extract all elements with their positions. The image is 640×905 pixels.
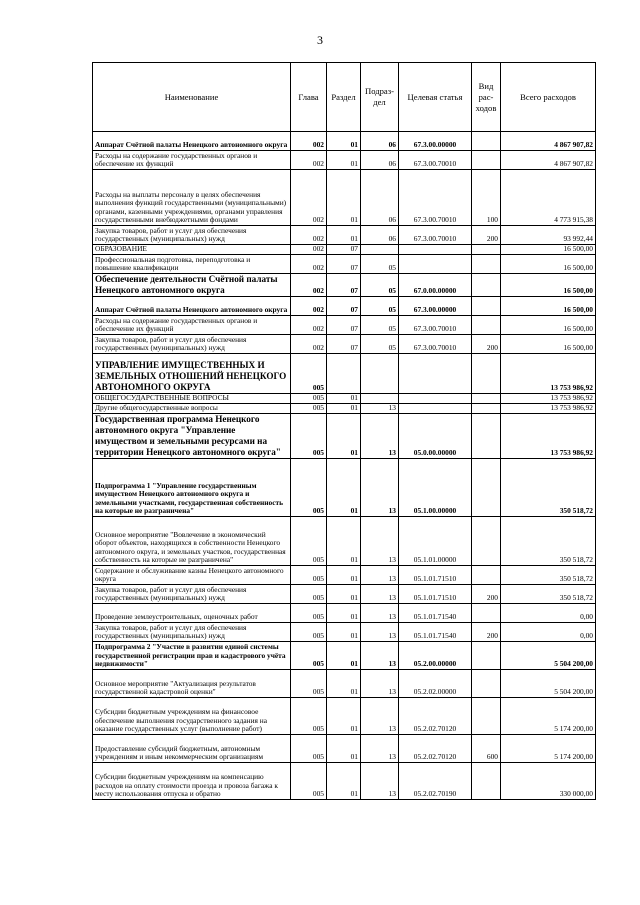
- cell-total: 5 174 200,00: [501, 698, 596, 735]
- cell-target: 05.1.01.71510: [399, 566, 472, 585]
- table-row: [93, 566, 596, 585]
- cell-total: 4 773 915,38: [501, 170, 596, 226]
- cell-total: 13 753 986,92: [501, 404, 596, 414]
- cell-chapter: 005: [291, 414, 327, 459]
- cell-subsection: 13: [361, 566, 399, 585]
- cell-subsection: 06: [361, 226, 399, 245]
- cell-chapter: 002: [291, 255, 327, 274]
- cell-chapter: 002: [291, 132, 327, 151]
- cell-subsection: 13: [361, 517, 399, 566]
- cell-chapter: 005: [291, 517, 327, 566]
- cell-total: 4 867 907,82: [501, 132, 596, 151]
- cell-section: 01: [327, 735, 361, 763]
- cell-section: 01: [327, 414, 361, 459]
- cell-chapter: 002: [291, 151, 327, 170]
- cell-target: 05.2.02.70190: [399, 763, 472, 800]
- cell-name: Основное мероприятие "Актуализация результатов государственной кадастровой оценки": [93, 670, 291, 698]
- cell-section: 01: [327, 623, 361, 642]
- cell-target: [399, 394, 472, 404]
- cell-total: 16 500,00: [501, 316, 596, 335]
- cell-chapter: 005: [291, 623, 327, 642]
- cell-type: 600: [472, 735, 501, 763]
- cell-total: 5 504 200,00: [501, 670, 596, 698]
- table-row: [93, 132, 596, 151]
- table-row: [93, 316, 596, 335]
- cell-name: Профессиональная подготовка, переподготовка и повышение квалификации: [93, 255, 291, 274]
- cell-chapter: 005: [291, 585, 327, 604]
- cell-subsection: 13: [361, 604, 399, 623]
- cell-name: Аппарат Счётной палаты Ненецкого автономного округа: [93, 132, 291, 151]
- cell-section: 01: [327, 763, 361, 800]
- cell-target: 67.3.00.70010: [399, 226, 472, 245]
- cell-total: 16 500,00: [501, 297, 596, 316]
- cell-name: Закупка товаров, работ и услуг для обеспечения государственных (муниципальных) нужд: [93, 585, 291, 604]
- cell-target: 05.2.02.00000: [399, 670, 472, 698]
- table-row: [93, 735, 596, 763]
- cell-target: 05.1.01.71540: [399, 623, 472, 642]
- cell-section: 01: [327, 404, 361, 414]
- cell-type: [472, 642, 501, 670]
- table-row: [93, 404, 596, 414]
- cell-subsection: 13: [361, 459, 399, 517]
- cell-subsection: 13: [361, 642, 399, 670]
- cell-total: 5 174 200,00: [501, 735, 596, 763]
- table-body: [93, 132, 596, 800]
- cell-chapter: 002: [291, 316, 327, 335]
- cell-total: 350 518,72: [501, 585, 596, 604]
- cell-subsection: 05: [361, 316, 399, 335]
- cell-section: 01: [327, 642, 361, 670]
- cell-name: Основное мероприятие "Вовлечение в экономический оборот объектов, находящихся в собственности Ненецкого автономного округа, и земельных участков, государственная собственность на которые не разграничена": [93, 517, 291, 566]
- cell-subsection: [361, 245, 399, 255]
- cell-subsection: 13: [361, 698, 399, 735]
- cell-section: 01: [327, 132, 361, 151]
- cell-type: [472, 297, 501, 316]
- cell-chapter: 005: [291, 459, 327, 517]
- table-row: [93, 698, 596, 735]
- cell-chapter: 002: [291, 245, 327, 255]
- cell-chapter: 002: [291, 274, 327, 297]
- cell-section: 07: [327, 316, 361, 335]
- cell-section: 07: [327, 297, 361, 316]
- table-row: [93, 670, 596, 698]
- cell-name: ОБЩЕГОСУДАРСТВЕННЫЕ ВОПРОСЫ: [93, 394, 291, 404]
- cell-section: 07: [327, 335, 361, 354]
- cell-type: [472, 394, 501, 404]
- table-row: [93, 151, 596, 170]
- table-row: [93, 170, 596, 226]
- cell-target: 67.3.00.00000: [399, 297, 472, 316]
- cell-subsection: 06: [361, 132, 399, 151]
- table-header-row: [93, 63, 596, 132]
- header-type: Вид рас-ходов: [472, 63, 501, 132]
- cell-total: 4 867 907,82: [501, 151, 596, 170]
- cell-section: 01: [327, 517, 361, 566]
- cell-subsection: 13: [361, 404, 399, 414]
- cell-name: Расходы на содержание государственных органов и обеспечение их функций: [93, 316, 291, 335]
- cell-chapter: 005: [291, 642, 327, 670]
- cell-name: Субсидии бюджетным учреждениям на финансовое обеспечение выполнения государственного задания на оказание государственных услуг (выполнение работ): [93, 698, 291, 735]
- cell-type: [472, 245, 501, 255]
- cell-subsection: 13: [361, 735, 399, 763]
- table-row: [93, 623, 596, 642]
- cell-type: [472, 404, 501, 414]
- cell-subsection: 13: [361, 585, 399, 604]
- cell-chapter: 002: [291, 170, 327, 226]
- cell-chapter: 005: [291, 566, 327, 585]
- cell-subsection: [361, 354, 399, 394]
- cell-section: 07: [327, 274, 361, 297]
- cell-chapter: 002: [291, 297, 327, 316]
- cell-name: Субсидии бюджетным учреждениям на компенсацию расходов на оплату стоимости проезда и провоза багажа к месту использования отпуска и обратно: [93, 763, 291, 800]
- cell-name: УПРАВЛЕНИЕ ИМУЩЕСТВЕННЫХ И ЗЕМЕЛЬНЫХ ОТНОШЕНИЙ НЕНЕЦКОГО АВТОНОМНОГО ОКРУГА: [93, 354, 291, 394]
- table-row: [93, 763, 596, 800]
- cell-subsection: 06: [361, 151, 399, 170]
- cell-type: [472, 274, 501, 297]
- cell-total: 0,00: [501, 604, 596, 623]
- cell-chapter: 005: [291, 354, 327, 394]
- cell-chapter: 005: [291, 698, 327, 735]
- table-row: [93, 394, 596, 404]
- cell-name: Предоставление субсидий бюджетным, автономным учреждениям и иным некоммерческим организациям: [93, 735, 291, 763]
- cell-subsection: 13: [361, 414, 399, 459]
- cell-target: [399, 245, 472, 255]
- cell-subsection: 05: [361, 255, 399, 274]
- cell-total: 0,00: [501, 623, 596, 642]
- cell-subsection: 13: [361, 670, 399, 698]
- budget-table: [92, 62, 596, 800]
- cell-total: 16 500,00: [501, 245, 596, 255]
- cell-target: 67.3.00.70010: [399, 151, 472, 170]
- cell-type: [472, 517, 501, 566]
- cell-total: 350 518,72: [501, 459, 596, 517]
- table-row: [93, 414, 596, 459]
- cell-target: 05.1.01.00000: [399, 517, 472, 566]
- table-row: [93, 274, 596, 297]
- cell-total: 93 992,44: [501, 226, 596, 245]
- cell-name: Другие общегосударственные вопросы: [93, 404, 291, 414]
- table-row: [93, 297, 596, 316]
- cell-name: Расходы на выплаты персоналу в целях обеспечения выполнения функций государственными (муниципальными) органами, казенными учреждениями, органами управления государственными внебюджетными фондами: [93, 170, 291, 226]
- header-target: Целевая статья: [399, 63, 472, 132]
- cell-subsection: 05: [361, 297, 399, 316]
- cell-total: 350 518,72: [501, 566, 596, 585]
- cell-section: 01: [327, 670, 361, 698]
- table-row: [93, 459, 596, 517]
- cell-type: 200: [472, 335, 501, 354]
- cell-type: [472, 604, 501, 623]
- cell-name: Аппарат Счётной палаты Ненецкого автономного округа: [93, 297, 291, 316]
- cell-chapter: 005: [291, 735, 327, 763]
- cell-target: 05.1.00.00000: [399, 459, 472, 517]
- cell-chapter: 005: [291, 670, 327, 698]
- cell-target: 67.3.00.00000: [399, 132, 472, 151]
- cell-type: [472, 354, 501, 394]
- cell-subsection: 13: [361, 623, 399, 642]
- cell-name: Расходы на содержание государственных органов и обеспечение их функций: [93, 151, 291, 170]
- cell-type: [472, 566, 501, 585]
- table-row: [93, 642, 596, 670]
- cell-chapter: 005: [291, 604, 327, 623]
- cell-total: 5 504 200,00: [501, 642, 596, 670]
- cell-target: 67.3.00.70010: [399, 170, 472, 226]
- cell-subsection: 05: [361, 274, 399, 297]
- cell-total: 350 518,72: [501, 517, 596, 566]
- header-total: Всего расходов: [501, 63, 596, 132]
- cell-name: Обеспечение деятельности Счётной палаты Ненецкого автономного округа: [93, 274, 291, 297]
- cell-section: 01: [327, 151, 361, 170]
- table-row: [93, 226, 596, 245]
- header-chapter: Глава: [291, 63, 327, 132]
- cell-target: [399, 404, 472, 414]
- cell-name: Подпрограмма 2 "Участие в развитии единой системы государственной регистрации прав и кадастрового учёта недвижимости": [93, 642, 291, 670]
- cell-section: 01: [327, 585, 361, 604]
- cell-target: 67.0.00.00000: [399, 274, 472, 297]
- cell-total: 16 500,00: [501, 274, 596, 297]
- table-row: [93, 335, 596, 354]
- page-number: 3: [317, 33, 323, 47]
- cell-name: Подпрограмма 1 "Управление государственным имуществом Ненецкого автономного округа и земельными участками, государственная собственность на которые не разграничена": [93, 459, 291, 517]
- cell-chapter: 005: [291, 394, 327, 404]
- cell-target: 67.3.00.70010: [399, 316, 472, 335]
- cell-section: 01: [327, 459, 361, 517]
- cell-name: ОБРАЗОВАНИЕ: [93, 245, 291, 255]
- cell-name: Закупка товаров, работ и услуг для обеспечения государственных (муниципальных) нужд: [93, 226, 291, 245]
- cell-type: [472, 255, 501, 274]
- cell-section: 07: [327, 255, 361, 274]
- cell-total: 330 000,00: [501, 763, 596, 800]
- cell-section: [327, 354, 361, 394]
- cell-section: 01: [327, 604, 361, 623]
- cell-section: 01: [327, 566, 361, 585]
- table-row: [93, 517, 596, 566]
- cell-target: 67.3.00.70010: [399, 335, 472, 354]
- table-row: [93, 245, 596, 255]
- cell-type: [472, 316, 501, 335]
- cell-target: [399, 255, 472, 274]
- header-name: Наименование: [93, 63, 291, 132]
- table-row: [93, 354, 596, 394]
- cell-type: [472, 151, 501, 170]
- cell-total: 13 753 986,92: [501, 354, 596, 394]
- cell-type: 200: [472, 623, 501, 642]
- cell-name: Государственная программа Ненецкого автономного округа "Управление имуществом и земельными ресурсами на территории Ненецкого автономного округа": [93, 414, 291, 459]
- table-row: [93, 585, 596, 604]
- cell-type: 200: [472, 585, 501, 604]
- cell-target: 05.2.02.70120: [399, 698, 472, 735]
- table-row: [93, 255, 596, 274]
- cell-section: 01: [327, 170, 361, 226]
- cell-section: 01: [327, 394, 361, 404]
- cell-section: 01: [327, 226, 361, 245]
- cell-subsection: 06: [361, 170, 399, 226]
- table-row: [93, 604, 596, 623]
- cell-target: 05.0.00.00000: [399, 414, 472, 459]
- cell-section: 01: [327, 698, 361, 735]
- cell-type: [472, 670, 501, 698]
- cell-type: [472, 132, 501, 151]
- cell-type: 200: [472, 226, 501, 245]
- cell-target: [399, 354, 472, 394]
- cell-subsection: [361, 394, 399, 404]
- cell-chapter: 005: [291, 763, 327, 800]
- cell-subsection: 13: [361, 763, 399, 800]
- cell-target: 05.2.00.00000: [399, 642, 472, 670]
- cell-type: [472, 414, 501, 459]
- cell-target: 05.2.02.70120: [399, 735, 472, 763]
- header-section: Раздел: [327, 63, 361, 132]
- cell-section: 07: [327, 245, 361, 255]
- cell-type: 100: [472, 170, 501, 226]
- cell-chapter: 005: [291, 404, 327, 414]
- cell-total: 13 753 986,92: [501, 414, 596, 459]
- cell-subsection: 05: [361, 335, 399, 354]
- cell-name: Проведение землеустроительных, оценочных работ: [93, 604, 291, 623]
- cell-type: [472, 763, 501, 800]
- cell-chapter: 002: [291, 335, 327, 354]
- cell-name: Закупка товаров, работ и услуг для обеспечения государственных (муниципальных) нужд: [93, 335, 291, 354]
- cell-total: 16 500,00: [501, 335, 596, 354]
- header-subsection: Подраз-дел: [361, 63, 399, 132]
- cell-total: 13 753 986,92: [501, 394, 596, 404]
- cell-chapter: 002: [291, 226, 327, 245]
- cell-name: Закупка товаров, работ и услуг для обеспечения государственных (муниципальных) нужд: [93, 623, 291, 642]
- cell-name: Содержание и обслуживание казны Ненецкого автономного округа: [93, 566, 291, 585]
- cell-target: 05.1.01.71540: [399, 604, 472, 623]
- cell-type: [472, 698, 501, 735]
- cell-total: 16 500,00: [501, 255, 596, 274]
- cell-type: [472, 459, 501, 517]
- cell-target: 05.1.01.71510: [399, 585, 472, 604]
